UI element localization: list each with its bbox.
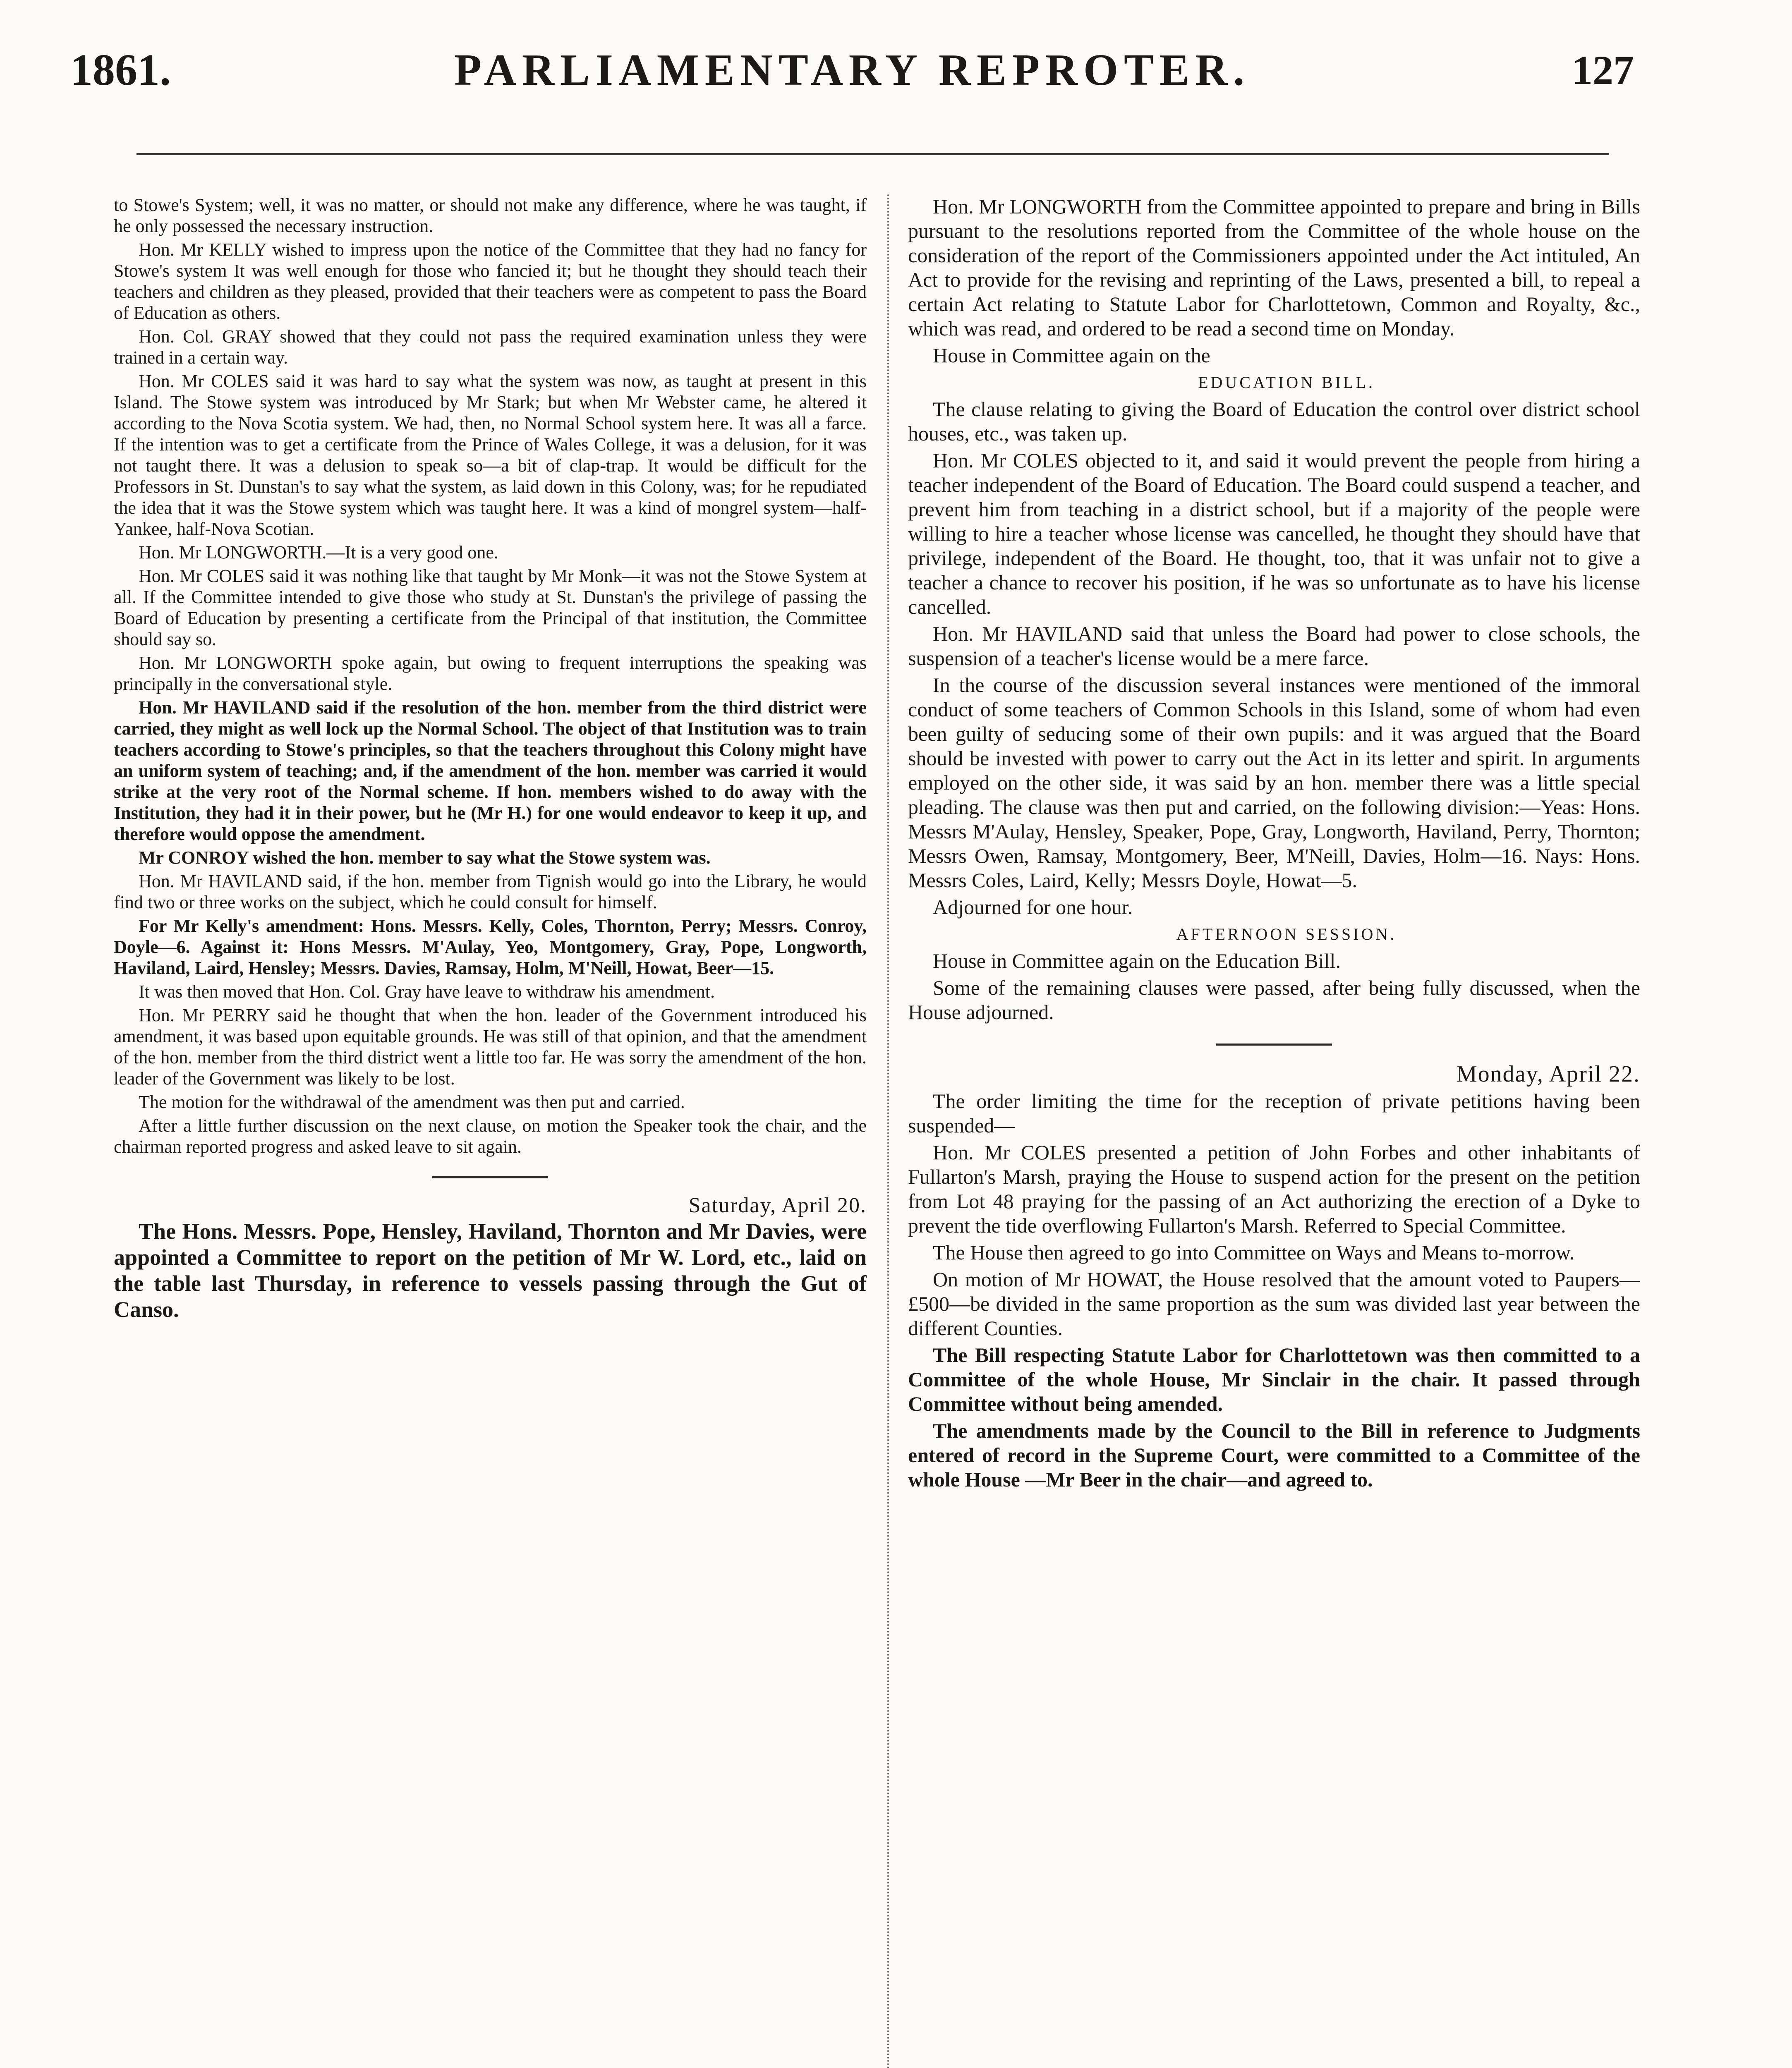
header-title: PARLIAMENTARY REPROTER.	[454, 45, 1251, 95]
paragraph: Hon. Mr COLES objected to it, and said it would prevent the people from hiring a teacher independent of the Board of Education. The Board could suspend a teacher, and prevent him from teaching in a district school, but if a majority of the people were willing to hire a teacher whose license was cancelled, he thought they should have that privilege, independent of the Board. He thought, too, that it was unfair not to give a teacher a chance to recover his position, if he was so unfortunate as to have his license cancelled.	[908, 449, 1640, 618]
paragraph: The clause relating to giving the Board of Education the control over district school houses, etc., was taken up.	[908, 397, 1640, 445]
header-rule	[137, 153, 1609, 155]
paragraph: The order limiting the time for the reception of private petitions having been suspended—	[908, 1089, 1640, 1137]
paragraph: The motion for the withdrawal of the amendment was then put and carried.	[139, 1092, 685, 1112]
paragraph: The Hons. Messrs. Pope, Hensley, Haviland, Thornton and Mr Davies, were appointed a Committee to report on the petition of Mr W. Lord, etc., laid on the table last Thursday, in reference to vessels passing through the Gut of Canso.	[114, 1219, 867, 1322]
paragraph: Hon. Mr LONGWORTH spoke again, but owing to frequent interruptions the speaking was principally in the conversational style.	[114, 653, 867, 694]
section-rule	[1216, 1044, 1332, 1046]
paragraph: On motion of Mr HOWAT, the House resolved that the amount voted to Paupers—£500—be divided in the same proportion as the sum was divided last year between the different Counties.	[908, 1268, 1640, 1340]
paragraph: Hon. Mr KELLY wished to impress upon the notice of the Committee that they had no fancy for Stowe's system It was well enough for those who fancied it; but he thought they should teach their teachers and children as they pleased, provided that their teachers were as competent to pass the Board of Education as others.	[114, 239, 867, 323]
paragraph: Hon. Mr LONGWORTH.—It is a very good one.	[139, 542, 498, 562]
paragraph: Adjourned for one hour.	[933, 895, 1133, 919]
paragraph: The Bill respecting Statute Labor for Charlottetown was then committed to a Committee of the whole House, Mr Sinclair in the chair. It passed through Committee without being amended.	[908, 1343, 1640, 1415]
paragraph: Hon. Mr HAVILAND said, if the hon. member from Tignish would go into the Library, he would find two or three works on the subject, which he could consult for himself.	[114, 871, 867, 912]
paragraph: Hon. Mr LONGWORTH from the Committee appointed to prepare and bring in Bills pursuant to the resolutions reported from the Committee of the whole house on the consideration of the report of the Commissioners appointed under the Act intituled, An Act to provide for the revising and reprinting of the Laws, presented a bill, to repeal a certain Act relating to Statute Labor for Charlottetown, Common and Royalty, &c., which was read, and ordered to be read a second time on Monday.	[908, 195, 1640, 340]
paragraph: Hon. Mr PERRY said he thought that when the hon. leader of the Government introduced his amendment, it was based upon equitable grounds. He was still of that opinion, and that the amendment of the hon. member from the third district went a little too far. He was sorry the amendment of the hon. leader of the Government was likely to be lost.	[114, 1005, 867, 1089]
paragraph: Some of the remaining clauses were passed, after being fully discussed, when the House adjourned.	[908, 976, 1640, 1024]
section-heading: AFTERNOON SESSION.	[1176, 925, 1397, 943]
paragraph: to Stowe's System; well, it was no matter, or should not make any difference, where he was taught, if he only possessed the necessary instruction.	[114, 195, 867, 236]
paragraph: Mr CONROY wished the hon. member to say what the Stowe system was.	[139, 847, 711, 868]
paragraph: It was then moved that Hon. Col. Gray have leave to withdraw his amendment.	[139, 981, 715, 1002]
paragraph: Hon. Mr COLES said it was nothing like that taught by Mr Monk—it was not the Stowe System at all. If the Committee intended to give those who study at St. Dunstan's the privilege of passing the Board of Education by presenting a certificate from the Principal of that institution, the Committee should say so.	[114, 566, 867, 649]
paragraph: The House then agreed to go into Committee on Ways and Means to-morrow.	[933, 1241, 1575, 1264]
right-column	[908, 194, 1640, 2068]
left-column	[114, 194, 867, 2068]
date-heading: Saturday, April 20.	[688, 1194, 867, 1217]
paragraph: Hon. Mr COLES said it was hard to say what the system was now, as taught at present in this Island. The Stowe system was introduced by Mr Stark; but when Mr Webster came, he altered it according to the Nova Scotia system. We had, then, no Normal School system here. It was all a farce. If the intention was to get a certificate from the Prince of Wales College, it was a delusion, for it was not taught there. It was a delusion to speak so—a bit of clap-trap. It would be difficult for the Professors in St. Dunstan's to say what the system, as laid down in this Colony, was; for he repudiated the idea that it was the Stowe system which was taught here. It was a kind of mongrel system—half-Yankee, half-Nova Scotian.	[114, 371, 867, 539]
paragraph: For Mr Kelly's amendment: Hons. Messrs. Kelly, Coles, Thornton, Perry; Messrs. Conroy, Doyle—6. Against it: Hons Messrs. M'Aulay, Yeo, Montgomery, Gray, Pope, Longworth, Haviland, Laird, Hensley; Messrs. Davies, Ramsay, Holm, M'Neill, Howat, Beer—15.	[114, 916, 867, 978]
paragraph: In the course of the discussion several instances were mentioned of the immoral conduct of some teachers of Common Schools in this Island, some of whom had even been guilty of seducing some of their own pupils: and it was argued that the Board should be invested with power to carry out the Act in its letter and spirit. In arguments employed on the other side, it was said by an hon. member there was a little special pleading. The clause was then put and carried, on the following division:—Yeas: Hons. Messrs M'Aulay, Hensley, Speaker, Pope, Gray, Longworth, Haviland, Perry, Thornton; Messrs Owen, Ramsay, Montgomery, Beer, M'Neill, Davies, Holm—16. Nays: Hons. Messrs Coles, Laird, Kelly; Messrs Doyle, Howat—5.	[908, 673, 1640, 892]
page-header	[70, 39, 1634, 101]
paragraph: Hon. Col. GRAY showed that they could not pass the required examination unless they were trained in a certain way.	[114, 326, 867, 368]
section-heading: EDUCATION BILL.	[1198, 373, 1375, 392]
column-divider	[887, 194, 889, 2068]
paragraph: The amendments made by the Council to the Bill in reference to Judgments entered of record in the Supreme Court, were committed to a Committee of the whole House —Mr Beer in the chair—and agreed to.	[908, 1419, 1640, 1491]
section-rule	[432, 1176, 548, 1178]
header-page-number: 127	[1572, 47, 1634, 93]
paragraph: After a little further discussion on the next clause, on motion the Speaker took the chair, and the chairman reported progress and asked leave to sit again.	[114, 1115, 867, 1157]
paragraph: Hon. Mr HAVILAND said if the resolution of the hon. member from the third district were carried, they might as well lock up the Normal School. The object of that Institution was to train teachers according to Stowe's principles, so that the teachers throughout this Colony might have an uniform system of teaching; and, if the amendment of the hon. member was carried it would strike at the very root of the Normal scheme. If hon. members wished to do away with the Institution, they had it in their power, but he (Mr H.) for one would endeavor to keep it up, and therefore would oppose the amendment.	[114, 697, 867, 844]
paragraph: Hon. Mr COLES presented a petition of John Forbes and other inhabitants of Fullarton's Marsh, praying the House to suspend action for the present on the petition from Lot 48 praying for the passing of an Act authorizing the erection of a Dyke to prevent the tide overflowing Fullarton's Marsh. Referred to Special Committee.	[908, 1141, 1640, 1237]
paragraph: House in Committee again on the Education Bill.	[933, 949, 1341, 972]
paragraph: House in Committee again on the	[933, 344, 1210, 367]
header-year: 1861.	[70, 45, 171, 95]
date-heading: Monday, April 22.	[1456, 1061, 1640, 1087]
paragraph: Hon. Mr HAVILAND said that unless the Board had power to close schools, the suspension of a teacher's license would be a mere farce.	[908, 622, 1640, 670]
